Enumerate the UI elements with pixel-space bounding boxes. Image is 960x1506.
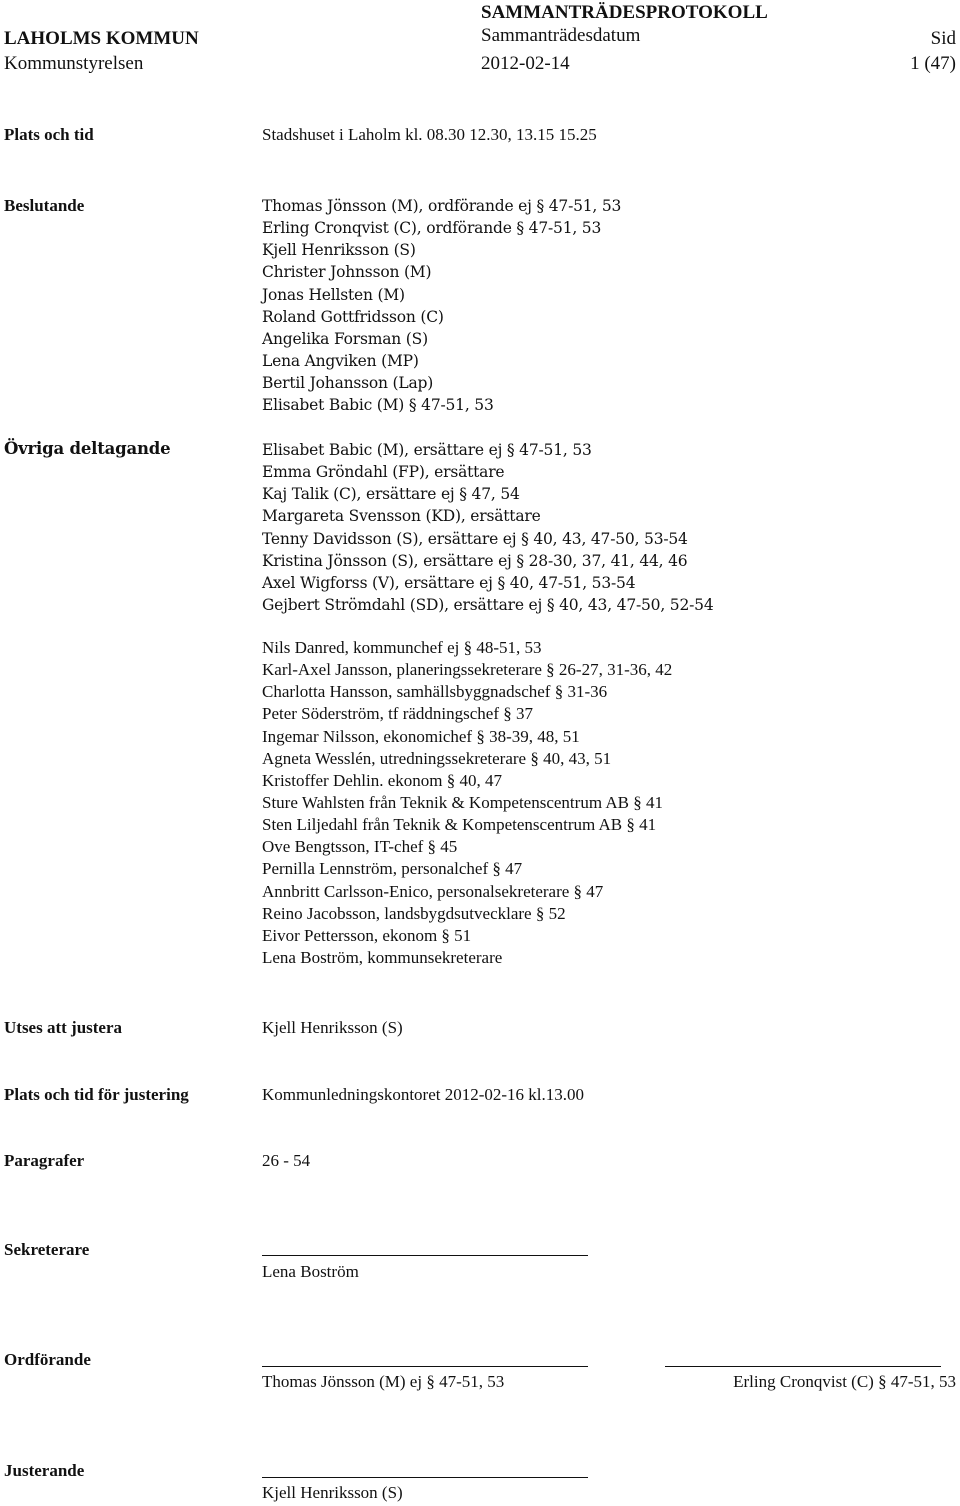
list-item: Erling Cronqvist (C), ordförande § 47-51, 53 (262, 219, 602, 238)
list-item: Sten Liljedahl från Teknik & Kompetenscentrum AB § 41 (262, 815, 657, 835)
list-item: Bertil Johansson (Lap) (262, 374, 434, 393)
page-number: 1 (47) (910, 53, 956, 74)
list-item: Jonas Hellsten (M) (262, 285, 405, 304)
meeting-date-label: Sammanträdesdatum (481, 25, 641, 46)
list-item: Lena Boström, kommunsekreterare (262, 947, 503, 967)
list-item: Agneta Wesslén, utredningssekreterare § 40, 43, 51 (262, 748, 612, 768)
signature-line (262, 1477, 588, 1478)
ordforande-label: Ordförande (4, 1350, 91, 1369)
justerande-label: Justerande (4, 1461, 85, 1480)
list-item: Ove Bengtsson, IT-chef § 45 (262, 837, 458, 857)
list-item: Kaj Talik (C), ersättare ej § 47, 54 (262, 485, 520, 504)
meeting-date: 2012-02-14 (481, 53, 570, 74)
list-item: Axel Wigforss (V), ersättare ej § 40, 47-51, 53-54 (262, 573, 636, 592)
justerande-name: Kjell Henriksson (S) (262, 1483, 403, 1502)
list-item: Kristoffer Dehlin. ekonom § 40, 47 (262, 770, 503, 790)
substitutes-list (262, 439, 713, 616)
justera-label: Utses att justera (4, 1018, 123, 1037)
justering-place-value: Kommunledningskontoret 2012-02-16 kl.13.00 (262, 1085, 585, 1104)
place-time-label: Plats och tid (4, 125, 94, 144)
signature-line (665, 1366, 941, 1367)
list-item: Margareta Svensson (KD), ersättare (262, 507, 541, 526)
list-item: Kristina Jönsson (S), ersättare ej § 28-30, 37, 41, 44, 46 (262, 551, 688, 570)
signature-line (262, 1255, 588, 1256)
department-name: Kommunstyrelsen (4, 53, 144, 74)
list-item: Elisabet Babic (M) § 47-51, 53 (262, 396, 494, 415)
sekreterare-name: Lena Boström (262, 1262, 359, 1281)
list-item: Charlotta Hansson, samhällsbyggnadschef § 31-36 (262, 682, 608, 702)
list-item: Elisabet Babic (M), ersättare ej § 47-51, 53 (262, 441, 592, 459)
organization-name: LAHOLMS KOMMUN (4, 28, 199, 49)
list-item: Peter Söderström, tf räddningschef § 37 (262, 704, 533, 724)
signature-line (262, 1366, 588, 1367)
list-item: Eivor Pettersson, ekonom § 51 (262, 925, 472, 945)
list-item: Christer Johnsson (M) (262, 263, 432, 282)
list-item: Annbritt Carlsson-Enico, personalsekreterare § 47 (262, 881, 604, 901)
justering-place-label: Plats och tid för justering (4, 1085, 189, 1104)
paragrafer-label: Paragrafer (4, 1151, 85, 1170)
list-item: Thomas Jönsson (M), ordförande ej § 47-51, 53 (262, 197, 622, 215)
ordforande-name-2: Erling Cronqvist (C) § 47-51, 53 (733, 1372, 956, 1391)
list-item: Pernilla Lennström, personalchef § 47 (262, 859, 523, 879)
paragrafer-value: 26 - 54 (262, 1151, 311, 1170)
list-item: Tenny Davidsson (S), ersättare ej § 40, 43, 47-50, 53-54 (262, 529, 688, 548)
officials-list (262, 637, 672, 969)
ordforande-name-1: Thomas Jönsson (M) ej § 47-51, 53 (262, 1372, 505, 1391)
document-type: SAMMANTRÄDESPROTOKOLL (481, 2, 768, 23)
list-item: Karl-Axel Jansson, planeringssekreterare § 26-27, 31-36, 42 (262, 660, 673, 680)
list-item: Nils Danred, kommunchef ej § 48-51, 53 (262, 638, 542, 657)
page-label: Sid (930, 28, 956, 49)
list-item: Emma Gröndahl (FP), ersättare (262, 463, 505, 482)
beslutande-label: Beslutande (4, 196, 85, 215)
beslutande-list (262, 195, 621, 416)
sekreterare-label: Sekreterare (4, 1240, 90, 1259)
list-item: Kjell Henriksson (S) (262, 241, 416, 260)
place-time-value: Stadshuset i Laholm kl. 08.30 12.30, 13.15 15.25 (262, 125, 597, 144)
list-item: Gejbert Strömdahl (SD), ersättare ej § 40, 43, 47-50, 52-54 (262, 595, 714, 614)
list-item: Lena Angviken (MP) (262, 351, 419, 370)
list-item: Angelika Forsman (S) (262, 329, 428, 348)
list-item: Roland Gottfridsson (C) (262, 307, 444, 326)
list-item: Sture Wahlsten från Teknik & Kompetenscentrum AB § 41 (262, 792, 663, 812)
list-item: Reino Jacobsson, landsbygdsutvecklare § 52 (262, 903, 566, 923)
ovriga-label: Övriga deltagande (4, 439, 171, 458)
list-item: Ingemar Nilsson, ekonomichef § 38-39, 48, 51 (262, 726, 580, 746)
justera-value: Kjell Henriksson (S) (262, 1018, 403, 1037)
